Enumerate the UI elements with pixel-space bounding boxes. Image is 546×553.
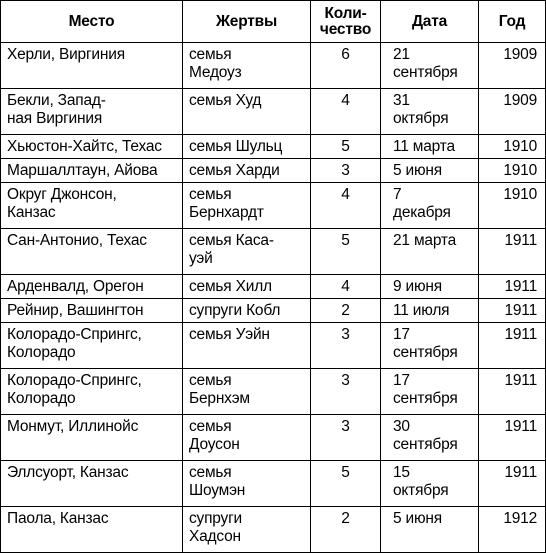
cell-date-line1: 11 июля <box>393 302 450 319</box>
cell-victims-line1: супруги Кобл <box>189 302 281 319</box>
cell-victims-line1: семья Хилл <box>189 278 272 295</box>
cell-date <box>381 507 479 553</box>
cell-victims <box>183 461 311 507</box>
cell-place-line1: Колорадо-Спрингс, <box>7 372 142 389</box>
cell-date <box>381 159 479 183</box>
cell-victims-line2: Бернхардт <box>189 204 264 221</box>
cell-year: 1910 <box>479 183 546 229</box>
cell-place-line1: Сан-Антонио, Техас <box>7 232 147 249</box>
cell-date <box>381 299 479 323</box>
cell-count: 4 <box>311 89 381 135</box>
cell-place-line1: Колорадо-Спрингс, <box>7 326 142 343</box>
cell-date-line1: 5 июня <box>393 510 442 527</box>
cell-victims-line1: семья <box>189 186 232 203</box>
cell-place <box>1 159 183 183</box>
table-row <box>1 275 546 299</box>
cell-victims-line1: супруги <box>189 510 243 527</box>
cell-date <box>381 369 479 415</box>
cell-date-line1: 7 <box>393 186 402 203</box>
cell-place <box>1 461 183 507</box>
table-row <box>1 299 546 323</box>
cell-victims-line2: Доусон <box>189 436 240 453</box>
table-row <box>1 415 546 461</box>
cell-date-line1: 21 марта <box>393 232 457 249</box>
cell-date <box>381 183 479 229</box>
cell-place <box>1 135 183 159</box>
table-row <box>1 461 546 507</box>
cell-date-line1: 30 <box>393 418 410 435</box>
cell-victims-line1: семья Шульц <box>189 138 283 155</box>
cell-place-line1: Маршаллтаун, Айова <box>7 162 158 179</box>
cell-date-line2: сентября <box>393 390 458 407</box>
cell-victims <box>183 135 311 159</box>
cell-year: 1911 <box>479 323 546 369</box>
cell-place <box>1 43 183 89</box>
cell-year: 1909 <box>479 43 546 89</box>
cell-date-line1: 11 марта <box>393 138 455 155</box>
cell-place-line1: Арденвалд, Орегон <box>7 278 144 295</box>
table-row <box>1 89 546 135</box>
cell-victims-line2: Медоуз <box>189 64 242 81</box>
cell-date <box>381 43 479 89</box>
cell-year: 1911 <box>479 275 546 299</box>
cell-date-line1: 9 июня <box>393 278 442 295</box>
table-row <box>1 135 546 159</box>
header-victims: Жертвы <box>183 1 311 43</box>
cell-date <box>381 415 479 461</box>
cell-place <box>1 323 183 369</box>
cell-victims-line2: Бернхэм <box>189 390 250 407</box>
table-row <box>1 159 546 183</box>
table-row <box>1 229 546 275</box>
header-date: Дата <box>381 1 479 43</box>
cell-place-line2: Колорадо <box>7 344 76 361</box>
cell-count: 4 <box>311 183 381 229</box>
cell-year: 1909 <box>479 89 546 135</box>
cell-place <box>1 415 183 461</box>
cell-victims-line1: семья <box>189 418 232 435</box>
cell-victims-line1: семья Харди <box>189 162 280 179</box>
cell-date-line2: октября <box>393 482 449 499</box>
cell-place <box>1 507 183 553</box>
header-year: Год <box>479 1 546 43</box>
cell-victims <box>183 183 311 229</box>
cell-count: 4 <box>311 275 381 299</box>
cell-year: 1910 <box>479 135 546 159</box>
header-count-line1: Коли- <box>324 4 367 22</box>
cell-date-line1: 17 <box>393 372 410 389</box>
header-place: Место <box>1 1 183 43</box>
cell-date <box>381 135 479 159</box>
cell-victims <box>183 275 311 299</box>
cell-year: 1911 <box>479 415 546 461</box>
cell-victims <box>183 415 311 461</box>
table-row <box>1 183 546 229</box>
cell-place-line2: Колорадо <box>7 390 76 407</box>
cell-victims <box>183 89 311 135</box>
cell-place-line1: Паола, Канзас <box>7 510 109 527</box>
cell-count: 2 <box>311 507 381 553</box>
cell-place-line1: Монмут, Иллинойс <box>7 418 139 435</box>
cell-date <box>381 229 479 275</box>
cell-date-line2: октября <box>393 110 449 127</box>
cell-victims-line1: семья <box>189 46 232 63</box>
cell-year: 1911 <box>479 461 546 507</box>
cell-victims <box>183 43 311 89</box>
header-row <box>1 1 546 43</box>
cell-date-line2: сентября <box>393 344 458 361</box>
cell-place-line1: Хьюстон-Хайтс, Техас <box>7 138 162 155</box>
cell-year: 1910 <box>479 159 546 183</box>
cell-place-line2: Канзас <box>7 204 56 221</box>
cell-date-line1: 15 <box>393 464 410 481</box>
cell-year: 1911 <box>479 299 546 323</box>
cell-place-line1: Херли, Виргиния <box>7 46 125 63</box>
cell-date-line1: 31 <box>393 92 410 109</box>
cell-victims-line1: семья Каса- <box>189 232 274 249</box>
cell-date <box>381 89 479 135</box>
cell-date <box>381 323 479 369</box>
cell-count: 5 <box>311 229 381 275</box>
cell-place-line2: ная Виргиния <box>7 110 103 127</box>
cell-count: 3 <box>311 323 381 369</box>
cell-victims <box>183 507 311 553</box>
cell-victims-line1: семья Худ <box>189 92 262 109</box>
cell-count: 6 <box>311 43 381 89</box>
cell-victims-line2: Шоумэн <box>189 482 246 499</box>
cell-count: 3 <box>311 415 381 461</box>
cell-place-line1: Эллсуорт, Канзас <box>7 464 129 481</box>
cell-place <box>1 89 183 135</box>
cell-count: 2 <box>311 299 381 323</box>
cell-victims <box>183 299 311 323</box>
cell-victims-line2: Хадсон <box>189 528 241 545</box>
cell-count: 3 <box>311 369 381 415</box>
cell-year: 1911 <box>479 229 546 275</box>
cell-victims-line1: семья Уэйн <box>189 326 270 343</box>
cell-year: 1911 <box>479 369 546 415</box>
cell-date-line2: сентября <box>393 436 458 453</box>
table-row <box>1 43 546 89</box>
cell-place-line1: Округ Джонсон, <box>7 186 117 203</box>
cell-place <box>1 275 183 299</box>
cell-victims <box>183 229 311 275</box>
cell-date-line1: 5 июня <box>393 162 442 179</box>
cell-date-line1: 17 <box>393 326 410 343</box>
cell-count: 3 <box>311 159 381 183</box>
cell-place <box>1 183 183 229</box>
cell-count: 5 <box>311 135 381 159</box>
header-count-line2: чество <box>319 20 372 38</box>
table-header <box>1 1 546 43</box>
cell-victims-line1: семья <box>189 464 232 481</box>
table-row <box>1 323 546 369</box>
cell-place <box>1 369 183 415</box>
cell-place-line1: Рейнир, Вашингтон <box>7 302 144 319</box>
table-row <box>1 369 546 415</box>
cell-year: 1912 <box>479 507 546 553</box>
cell-victims-line2: уэй <box>189 250 213 267</box>
cell-date <box>381 461 479 507</box>
table-body <box>1 43 546 553</box>
cell-date-line1: 21 <box>393 46 410 63</box>
cell-victims <box>183 323 311 369</box>
cell-count: 5 <box>311 461 381 507</box>
cell-date <box>381 275 479 299</box>
cell-victims-line1: семья <box>189 372 232 389</box>
cell-date-line2: декабря <box>393 204 451 221</box>
cell-victims <box>183 159 311 183</box>
cell-date-line2: сентября <box>393 64 458 81</box>
cell-victims <box>183 369 311 415</box>
table-row <box>1 507 546 553</box>
header-count <box>311 1 381 43</box>
cell-place <box>1 299 183 323</box>
cell-place <box>1 229 183 275</box>
cell-place-line1: Бекли, Запад- <box>7 92 106 109</box>
